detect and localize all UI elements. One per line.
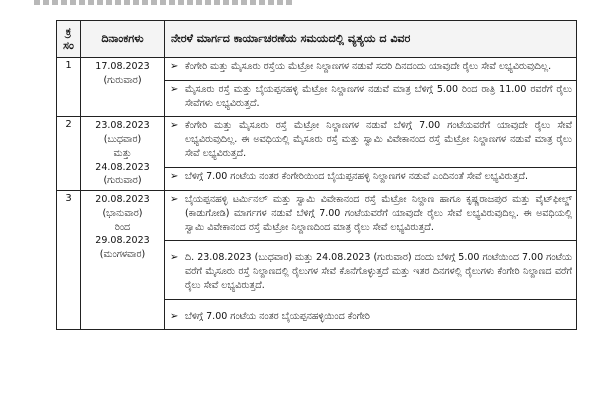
description-point xyxy=(165,117,576,166)
date-line: (ಗುರುವಾರ) xyxy=(103,74,142,86)
row-serial-number: 3 xyxy=(57,191,81,330)
row-dates xyxy=(81,117,165,191)
row-description xyxy=(165,191,577,330)
row-description xyxy=(165,58,577,117)
arrow-bullet-icon: ➢ xyxy=(170,83,179,95)
point-text: ಕೆಂಗೇರಿ ಮತ್ತು ಮೈಸೂರು ರಸ್ತೆಯ ಮೆಟ್ರೋ ನಿಲ್ದಾಣಗಳ ನಡುವೆ ಸದರಿ ದಿನದಂದು ಯಾವುದೇ ರೈಲು ಸೇವೆ ಲಭ್ಯವಿರುವುದಿಲ್ಲ. xyxy=(185,61,552,72)
date-line: 23.08.2023 xyxy=(95,120,150,132)
date-line: ರಿಂದ xyxy=(114,221,131,233)
faded-header-text xyxy=(34,0,294,5)
description-point xyxy=(165,80,576,117)
arrow-bullet-icon: ➢ xyxy=(170,170,179,182)
date-line: 29.08.2023 xyxy=(95,235,150,247)
header-description: ನೇರಳೆ ಮಾರ್ಗದ ಕಾರ್ಯಾಚರಣೆಯ ಸಮಯದಲ್ಲಿ ವ್ಯತ್ಯಯ ದ ವಿವರ xyxy=(165,21,577,58)
row-dates xyxy=(81,58,165,117)
date-line: (ಬುಧವಾರ) xyxy=(103,134,142,146)
point-text: ಬೆಳಿಗ್ಗೆ 7.00 ಗಂಟೆಯ ನಂತರ ಬೈಯಪ್ಪನಹಳ್ಳಿಯಿಂದ ಕೆಂಗೇರಿ xyxy=(185,310,370,322)
header-serial-number: ಕ್ರ ಸಂ xyxy=(57,21,81,58)
table-header-row xyxy=(57,21,577,58)
date-line: ಮತ್ತು xyxy=(113,147,132,159)
arrow-bullet-icon: ➢ xyxy=(170,194,179,206)
row-serial-number: 1 xyxy=(57,58,81,117)
arrow-bullet-icon: ➢ xyxy=(170,61,179,72)
table-row xyxy=(57,117,577,191)
date-line: 24.08.2023 xyxy=(95,161,150,173)
date-line: (ಗುರುವಾರ) xyxy=(103,175,142,187)
arrow-bullet-icon: ➢ xyxy=(170,120,179,132)
date-line: 17.08.2023 xyxy=(95,61,150,72)
header-dates: ದಿನಾಂಕಗಳು xyxy=(81,21,165,58)
row-dates xyxy=(81,191,165,330)
table-row xyxy=(57,191,577,330)
row-serial-number: 2 xyxy=(57,117,81,191)
point-text: ಕೆಂಗೇರಿ ಮತ್ತು ಮೈಸೂರು ರಸ್ತೆ ಮೆಟ್ರೋ ನಿಲ್ದಾಣಗಳ ನಡುವೆ ಬೆಳಿಗ್ಗೆ 7.00 ಗಂಟೆಯವರೆಗೆ ಯಾವುದೇ ರೈಲು ಸೇವೆ ಲಭ್ಯವಿರುವುದಿಲ್ಲ. ಈ ಅವಧಿಯಲ್ಲಿ ಮೈಸೂರು ರಸ್ತೆ ಮತ್ತು ಸ್ವಾಮಿ ವಿವೇಕಾನಂದ ರಸ್ತೆ ಮೆಟ್ರೋ ನಿಲ್ದಾಣಗಳ ನಡುವೆ ಮಾತ್ರ ರೈಲು ಸೇವೆ ಲಭ್ಯವಿರುತ್ತದೆ. xyxy=(185,120,572,159)
arrow-bullet-icon: ➢ xyxy=(170,310,179,322)
point-text: ದಿ. 23.08.2023 (ಬುಧವಾರ) ಮತ್ತು 24.08.2023 (ಗುರುವಾರ) ದಂದು ಬೆಳಿಗ್ಗೆ 5.00 ಗಂಟೆಯಿಂದ 7.00 ಗಂಟೆಯ ವರೆಗೆ ಮೈಸೂರು ರಸ್ತೆ ನಿಲ್ದಾಣದಲ್ಲಿ ರೈಲುಗಳ ಸೇವೆ ಕೊನೆಗೊಳ್ಳುತ್ತದೆ ಮತ್ತು ಇತರ ದಿನಗಳಲ್ಲಿ ರೈಲುಗಳು ಕೆಂಗೇರಿ ನಿಲ್ದಾಣದ ವರೆಗೆ ರೈಲು ಸೇವೆ ಲಭ್ಯವಿರುತ್ತದೆ. xyxy=(185,252,572,291)
metro-disruption-table xyxy=(56,20,577,330)
row-description xyxy=(165,117,577,191)
date-line: (ಮಂಗಳವಾರ) xyxy=(99,249,146,261)
date-line: 20.08.2023 xyxy=(95,194,150,206)
table-row xyxy=(57,58,577,117)
arrow-bullet-icon: ➢ xyxy=(170,252,179,264)
description-point xyxy=(165,240,576,298)
point-text: ಬೈಯಪ್ಪನಹಳ್ಳಿ ಟರ್ಮಿನಲ್ ಮತ್ತು ಸ್ವಾಮಿ ವಿವೇಕಾನಂದ ರಸ್ತೆ ಮೆಟ್ರೋ ನಿಲ್ದಾಣ ಹಾಗೂ ಕೃಷ್ಣರಾಜಪುರ ಮತ್ತು ವೈಟ್‌ಫೀಲ್ಡ್ (ಕಾಡುಗೋಡಿ) ಮಾರ್ಗಗಳ ನಡುವೆ ಬೆಳಿಗ್ಗೆ 7.00 ಗಂಟೆಯವರೆಗೆ ಯಾವುದೇ ರೈಲು ಸೇವೆ ಲಭ್ಯವಿರುವುದಿಲ್ಲ. ಈ ಅವಧಿಯಲ್ಲಿ ಸ್ವಾಮಿ ವಿವೇಕಾನಂದ ರಸ್ತೆ ಮೆಟ್ರೋ ನಿಲ್ದಾಣದಿಂದ ಮಾತ್ರ ರೈಲು ಸೇವೆ ಲಭ್ಯವಿರುತ್ತದೆ. xyxy=(185,194,572,233)
point-text: ಮೈಸೂರು ರಸ್ತೆ ಮತ್ತು ಬೈಯಪ್ಪನಹಳ್ಳಿ ಮೆಟ್ರೋ ನಿಲ್ದಾಣಗಳ ನಡುವೆ ಮಾತ್ರ ಬೆಳಿಗ್ಗೆ 5.00 ರಿಂದ ರಾತ್ರಿ 11.00 ರವರೆಗೆ ರೈಲು ಸೇವೆಗಳು ಲಭ್ಯವಿರುತ್ತದೆ. xyxy=(185,83,572,109)
description-point xyxy=(165,191,576,240)
point-text: ಬೆಳಿಗ್ಗೆ 7.00 ಗಂಟೆಯ ನಂತರ ಕೆಂಗೇರಿಯಿಂದ ಬೈಯಪ್ಪನಹಳ್ಳಿ ನಿಲ್ದಾಣಗಳ ನಡುವೆ ಎಂದಿನಂತೆ ಸೇವೆ ಲಭ್ಯವಿರುತ್ತದೆ. xyxy=(185,170,529,182)
date-line: (ಭಾನುವಾರ) xyxy=(102,207,143,219)
description-point xyxy=(165,167,576,190)
description-point xyxy=(165,58,576,80)
description-point xyxy=(165,299,576,330)
table-body xyxy=(57,58,577,330)
